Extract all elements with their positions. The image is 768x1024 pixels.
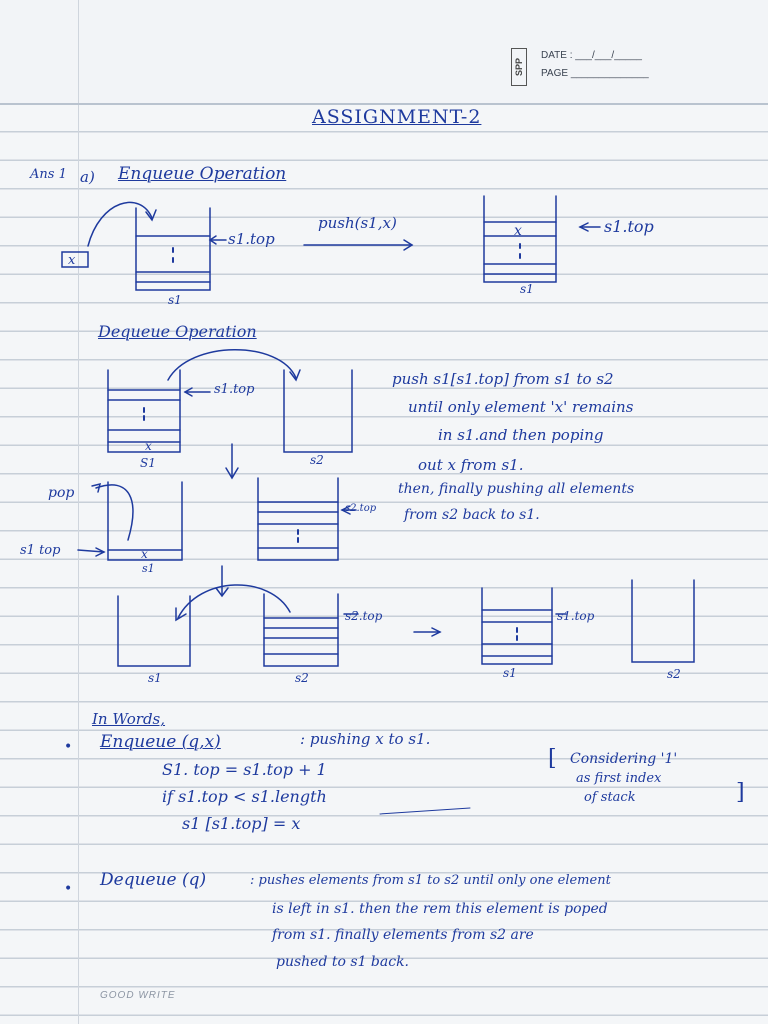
code-line: s1 [s1.top] = x [182, 814, 301, 833]
dequeue-stack-s1-d-shape [482, 588, 552, 664]
pop-curved-arrow [96, 485, 133, 540]
dequeue-stack-s1-b-shape [108, 482, 182, 560]
s1-top-label-d: s1.top [557, 609, 595, 623]
explanation-line: from s2 back to s1. [404, 507, 540, 523]
enqueue-top-pointer-left: s1.top [228, 230, 275, 248]
stack-s1-result-shape [484, 196, 556, 282]
note-bracket-open: [ [548, 746, 557, 771]
return-curved-arrow [178, 585, 290, 618]
enqueue-signature: Enqueue (q,x) [100, 732, 221, 752]
s2-top-label: s2.top [345, 503, 377, 514]
date-field: DATE : ___/___/_____ [541, 50, 642, 61]
dequeue-description-line: : pushes elements from s1 to s2 until only one element [250, 873, 611, 888]
s2-top-label-c: s2.top [345, 609, 383, 623]
explanation-line: out x from s1. [418, 456, 524, 474]
dequeue-stack-label-s1-d: s1 [503, 666, 517, 680]
dequeue-signature: Dequeue (q) [100, 870, 207, 890]
page-number-field: PAGE ______________ [541, 68, 649, 79]
s1-top-label: s1 top [20, 543, 61, 558]
note-line: of stack [584, 790, 636, 805]
explanation-line: until only element 'x' remains [408, 398, 634, 416]
explanation-line: then, finally pushing all elements [398, 481, 635, 497]
note-line: Considering '1' [570, 751, 678, 767]
dequeue-heading: Dequeue Operation [98, 322, 257, 341]
enqueue-input-element: x [68, 253, 76, 268]
enqueue-heading: Enqueue Operation [118, 164, 287, 184]
footer-brand: GOOD WRITE [100, 990, 176, 1001]
enqueue-stack-label-left: s1 [168, 293, 182, 307]
enqueue-operation: push(s1,x) [318, 214, 397, 232]
transfer-curved-arrow [168, 350, 296, 380]
note-line: as first index [576, 771, 662, 786]
bullet: • [64, 881, 73, 897]
dequeue-stack-label-s1-b: s1 [142, 562, 155, 575]
page-title: ASSIGNMENT-2 [312, 106, 482, 128]
dequeue-description-line: pushed to s1 back. [276, 954, 410, 970]
explanation-line: in s1.and then poping [438, 426, 604, 444]
dequeue-element-x-1: x [145, 439, 152, 453]
dequeue-stack-label-s1: S1 [140, 456, 156, 470]
dequeue-stack-s2-d-shape [632, 580, 694, 662]
dequeue-description-line: from s1. finally elements from s2 are [272, 927, 534, 943]
input-box-shape [62, 252, 88, 267]
dequeue-stack-label-s2-d: s2 [667, 667, 681, 681]
code-line: if s1.top < s1.length [162, 787, 327, 806]
enqueue-description: : pushing x to s1. [300, 730, 431, 748]
code-line: S1. top = s1.top + 1 [162, 760, 327, 779]
brand-logo: SPP [511, 48, 527, 86]
dequeue-stack-s2-c-shape [264, 594, 338, 666]
enqueue-top-pointer-right: s1.top [604, 217, 654, 236]
enqueue-curved-arrow [88, 202, 152, 246]
note-bracket-close: ] [736, 780, 745, 805]
answer-label: Ans 1 [30, 167, 67, 182]
dequeue-element-x-2: x [141, 547, 148, 561]
dequeue-top-pointer-1: s1.top [214, 382, 255, 397]
pop-label: pop [48, 485, 75, 501]
enqueue-stack-label-right: s1 [520, 282, 534, 296]
dequeue-stack-s1-c-shape [118, 596, 190, 666]
explanation-line: push s1[s1.top] from s1 to s2 [392, 370, 614, 388]
bullet: • [64, 739, 73, 755]
in-words-heading: In Words, [92, 710, 166, 728]
dequeue-description-line: is left in s1. then the rem this element is poped [272, 901, 608, 917]
dequeue-stack-s2-shape [284, 370, 352, 452]
dequeue-stack-label-s2: s2 [310, 453, 324, 467]
enqueue-stack-element: x [514, 223, 522, 239]
dequeue-stack-label-s2-c: s2 [295, 671, 309, 685]
part-label: a) [80, 168, 95, 186]
dequeue-stack-label-s1-c: s1 [148, 671, 162, 685]
